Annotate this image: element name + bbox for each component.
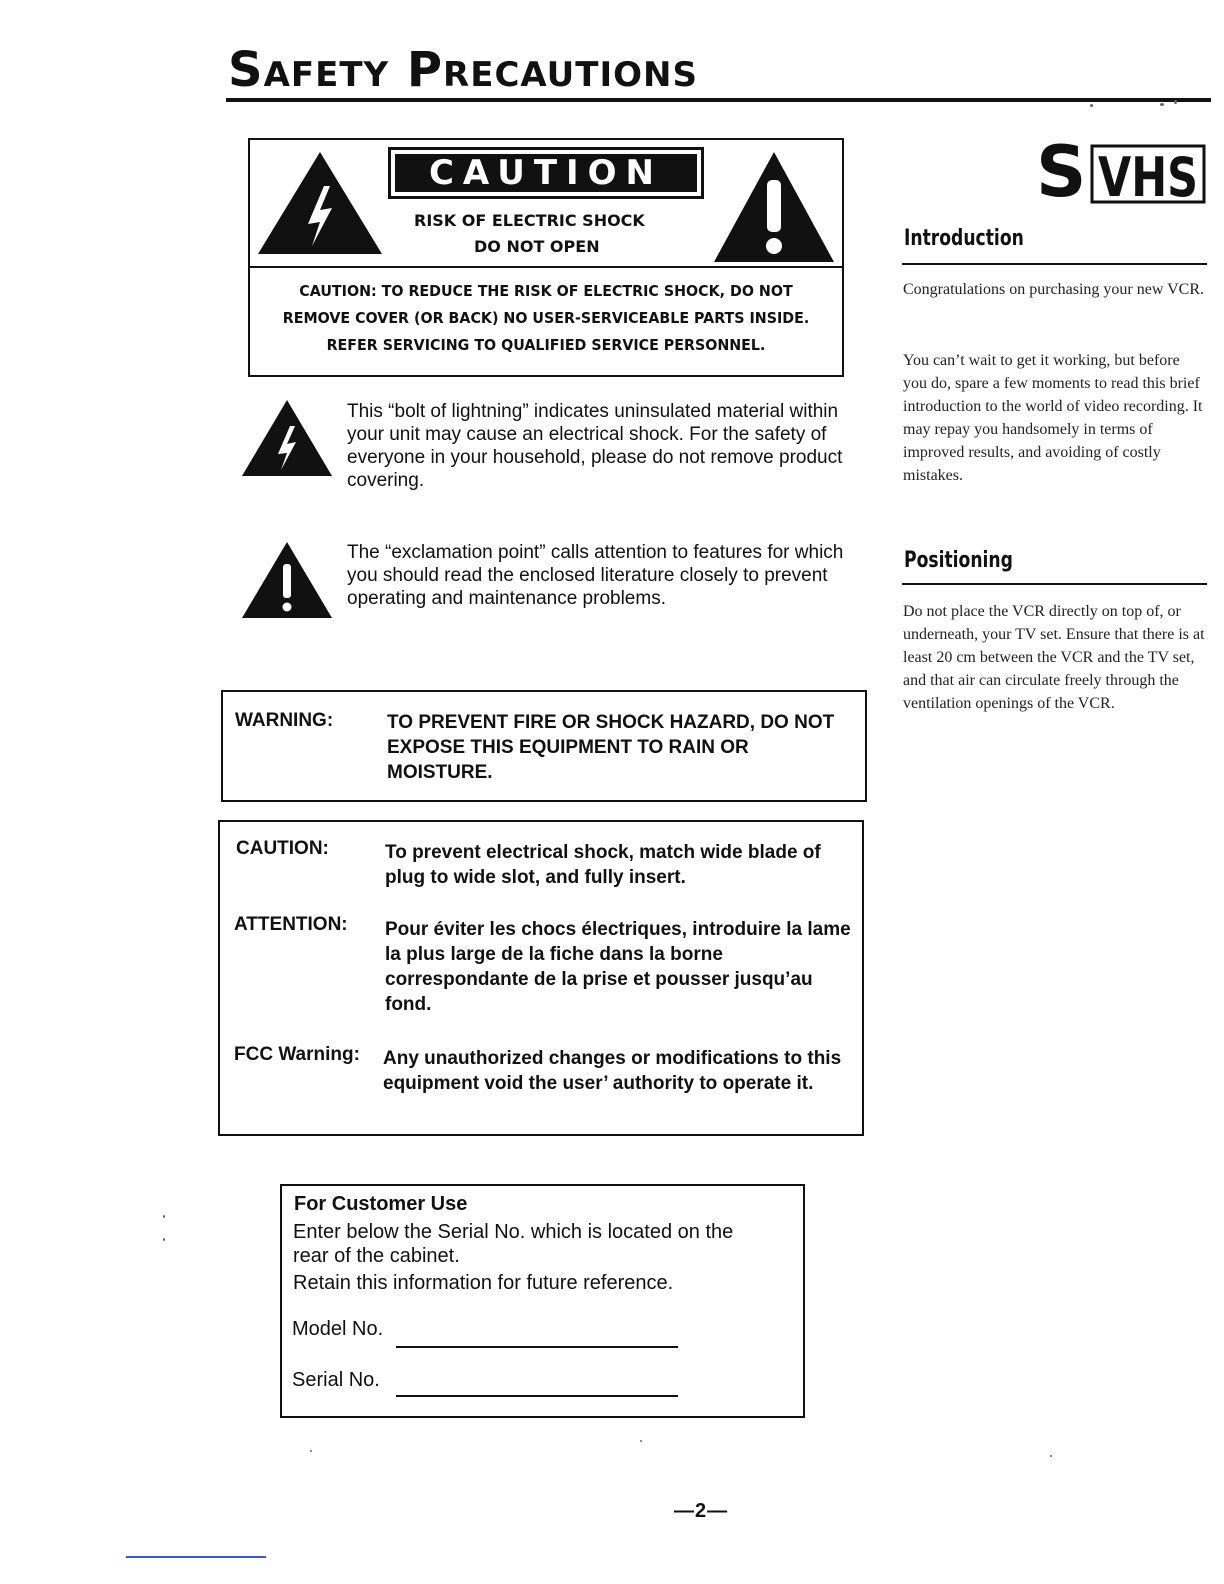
scan-speck — [310, 1450, 312, 1452]
lightning-symbol-icon — [240, 398, 334, 478]
model-number-field[interactable] — [396, 1346, 678, 1348]
warning-box — [221, 690, 867, 802]
introduction-rule — [902, 263, 1207, 265]
scan-speck — [1174, 100, 1177, 104]
exclamation-explanation: The “exclamation point” calls attention to features for which you should read the enclosed literature closely to prevent operating and maintenance problems. — [347, 542, 844, 609]
notice-text-caution: To prevent electrical shock, match wide blade of plug to wide slot, and fully insert. — [385, 842, 821, 888]
exclamation-symbol-icon — [240, 540, 334, 620]
link-underline[interactable] — [126, 1556, 266, 1558]
warning-label: WARNING: — [235, 710, 334, 731]
scan-speck — [1090, 104, 1093, 107]
scan-speck — [1050, 1455, 1052, 1457]
serial-number-field[interactable] — [396, 1395, 678, 1397]
scan-speck — [163, 1238, 165, 1241]
serial-number-label: Serial No. — [292, 1369, 380, 1391]
customer-use-line-1: Enter below the Serial No. which is located on the — [293, 1221, 734, 1243]
notices-box — [218, 820, 864, 1136]
introduction-heading: Introduction — [904, 226, 1024, 251]
bolt-explanation: This “bolt of lightning” indicates uninsulated material within your unit may cause an electrical shock. For the safety of everyone in your household, please do not remove product covering. — [347, 401, 843, 491]
scan-speck — [640, 1440, 642, 1442]
caution-banner-text: CAUTION — [395, 154, 697, 192]
introduction-paragraph-1: Congratulations on purchasing your new VCR. — [903, 281, 1205, 298]
scan-speck — [1160, 103, 1164, 106]
svhs-logo-graphic — [1036, 131, 1208, 213]
scan-speck — [163, 1215, 165, 1218]
model-number-label: Model No. — [292, 1318, 384, 1340]
positioning-paragraph: Do not place the VCR directly on top of, or underneath, your TV set. Ensure that there is at least 20 cm between the VCR and the TV set, and that air can circulate freely through the ventilation openings of the VCR. — [903, 603, 1205, 712]
caution-label-body: CAUTION: TO REDUCE THE RISK OF ELECTRIC SHOCK, DO NOT REMOVE COVER (OR BACK) NO USER-SERVICEABLE PARTS INSIDE. REFER SERVICING TO QUALIFIED SERVICE PERSONNEL. — [282, 282, 810, 354]
introduction-paragraph-2: You can’t wait to get it working, but before you do, spare a few moments to read this brief introduction to the world of video recording. It may repay you handsomely in terms of improved results, and avoiding of costly mistakes. — [903, 352, 1203, 484]
positioning-rule — [902, 583, 1207, 585]
notice-label-attention: ATTENTION: — [234, 914, 348, 935]
page-number: —2— — [674, 1500, 729, 1522]
customer-use-title: For Customer Use — [294, 1193, 468, 1215]
notice-text-fcc: Any unauthorized changes or modifications to this equipment void the user’ authority to operate it. — [383, 1048, 842, 1094]
lightning-warning-icon — [256, 150, 384, 256]
svhs-logo — [1036, 131, 1208, 213]
page-title: Safety Precautions — [228, 42, 698, 98]
positioning-heading: Positioning — [904, 548, 1013, 573]
svg-text:S: S — [1036, 131, 1087, 213]
warning-text: TO PREVENT FIRE OR SHOCK HAZARD, DO NOT EXPOSE THIS EQUIPMENT TO RAIN OR MOISTURE. — [387, 712, 835, 783]
caution-label-divider — [248, 266, 842, 268]
title-rule — [226, 98, 1211, 102]
notice-label-caution: CAUTION: — [236, 838, 329, 859]
notice-text-attention: Pour éviter les chocs électriques, introduire la lame la plus large de la fiche dans la borne correspondante de la prise et pousser jusqu’au fond. — [385, 919, 851, 1015]
risk-of-shock-text: RISK OF ELECTRIC SHOCK — [414, 211, 645, 230]
caution-banner — [388, 147, 704, 199]
do-not-open-text: DO NOT OPEN — [474, 237, 600, 256]
customer-use-line-2: rear of the cabinet. — [293, 1245, 460, 1267]
notice-label-fcc: FCC Warning: — [234, 1044, 360, 1065]
exclamation-warning-icon — [712, 150, 836, 264]
customer-use-line-3: Retain this information for future reference. — [293, 1272, 674, 1294]
svg-text:VHS: VHS — [1098, 146, 1198, 209]
